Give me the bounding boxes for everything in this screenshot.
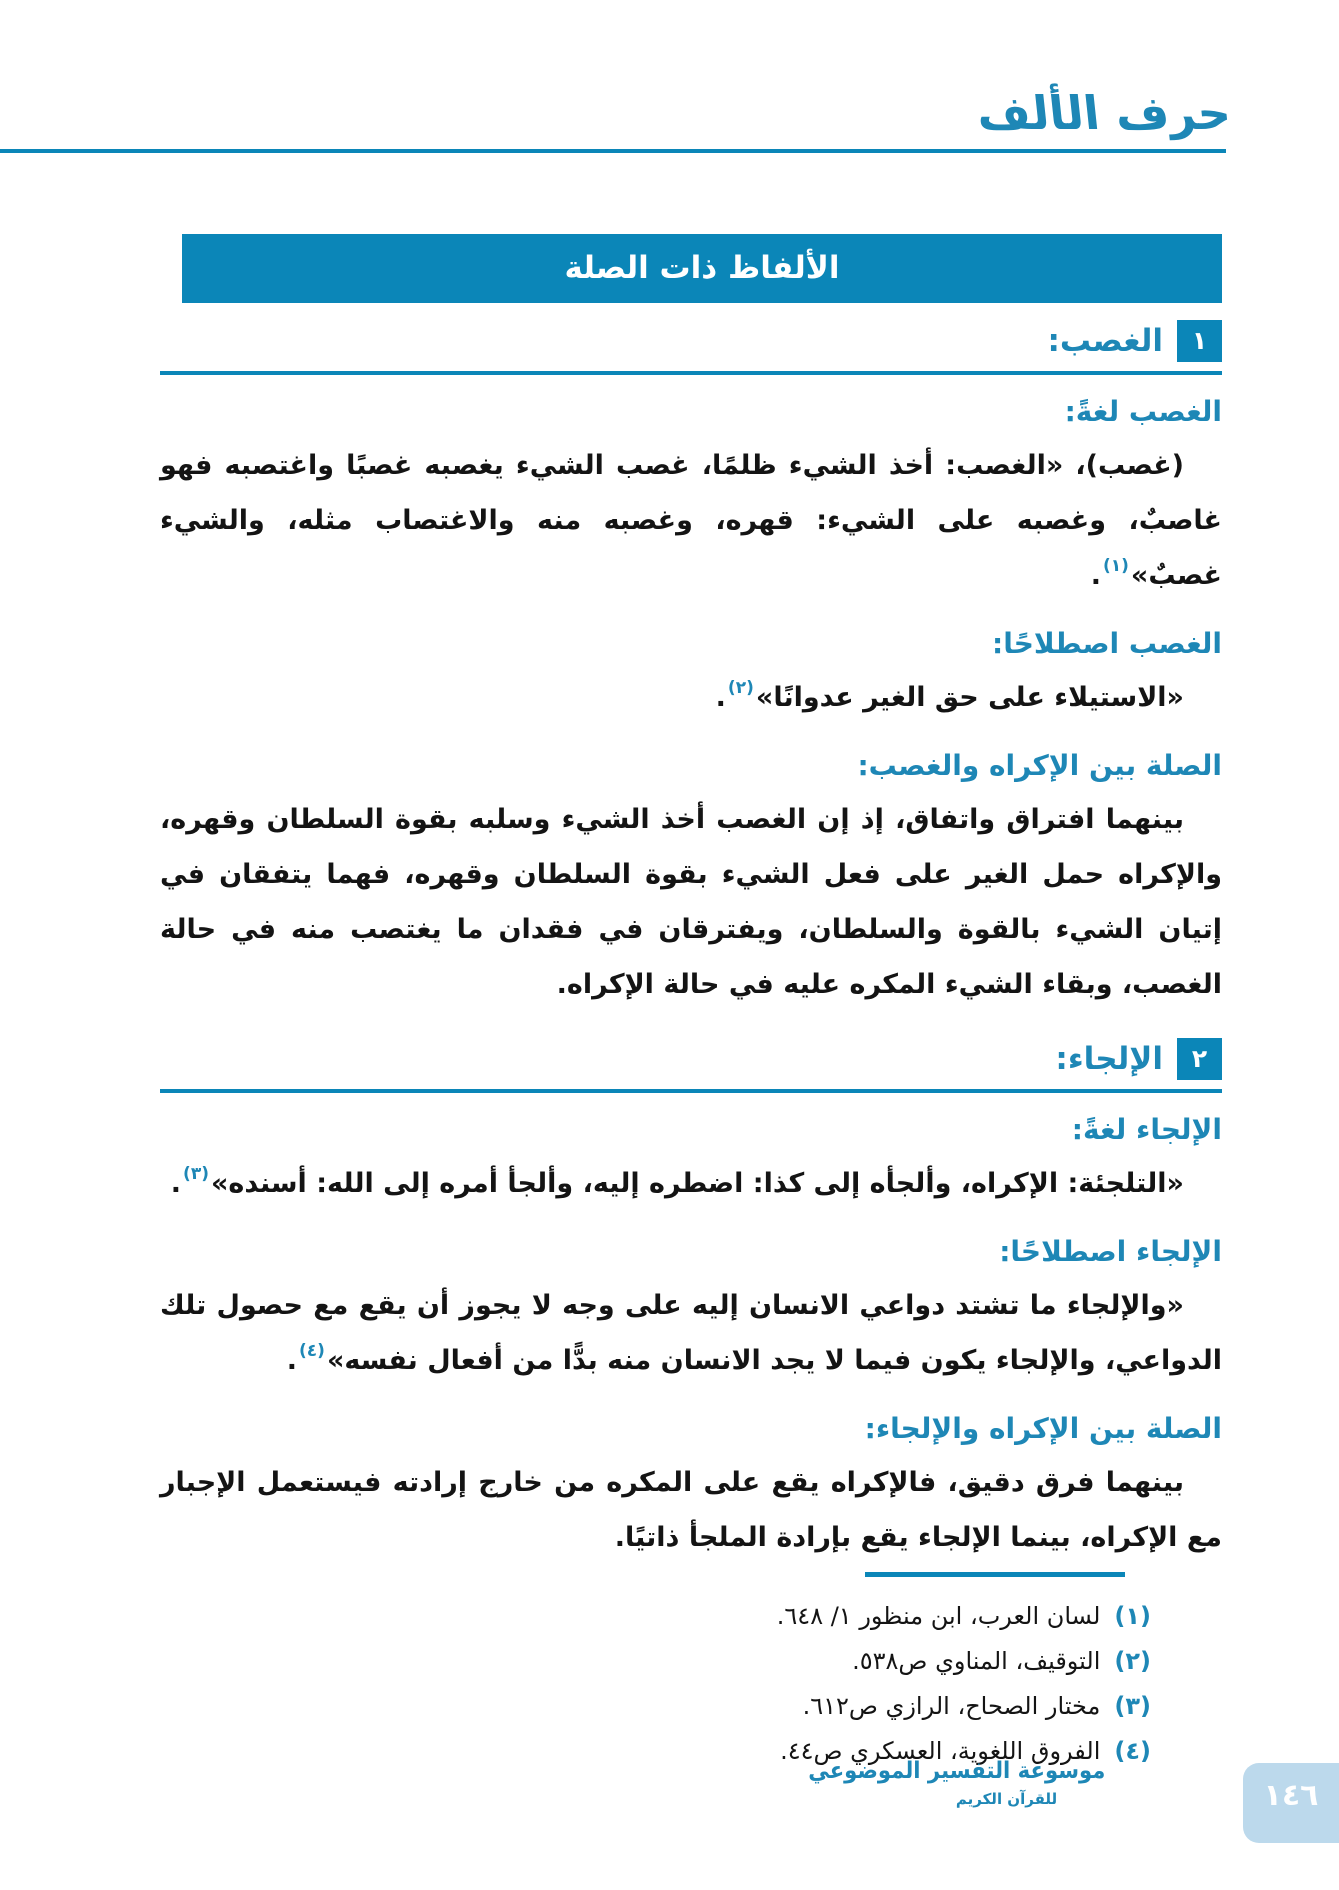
section-header <box>160 1038 1222 1080</box>
paragraph-tail: . <box>170 1168 182 1199</box>
footnote-marker: (٤) <box>1114 1737 1151 1765</box>
logo-subtitle: للقرآن الكريم <box>955 1790 1058 1808</box>
paragraph <box>160 1455 1222 1565</box>
footnote-text: مختار الصحاح، الرازي ص٦١٢. <box>802 1692 1101 1720</box>
paragraph-tail: . <box>715 682 726 713</box>
footnote-marker: (٢) <box>1114 1647 1151 1675</box>
footnote-item <box>591 1639 1151 1684</box>
paragraph-text: بينهما افتراق واتفاق، إذ إن الغصب أخذ الشيء وسلبه بقوة السلطان وقهره، والإكراه حمل الغير على فعل الشيء بقوة السلطان وقهره، فهما يتفقان في إتيان الشيء بالقوة والسلطان، ويفترقان في فقدان ما يغتصب منه في حالة الغصب، وبقاء الشيء المكره عليه في حالة الإكراه. <box>160 804 1222 1000</box>
footnotes-block <box>591 1594 1151 1774</box>
footnote-ref-3: (٣) <box>183 1164 209 1184</box>
paragraph-text: (غصب)، «الغصب: أخذ الشيء ظلمًا، غصب الشيء يغصبه غصبًا واغتصبه فهو غاصبٌ، وغصبه على الشيء: قهره، وغصبه منه والاغتصاب مثله، والشيء غصبٌ» <box>160 450 1222 591</box>
footnote-item <box>591 1594 1151 1639</box>
section-header <box>160 320 1222 362</box>
encyclopedia-logo <box>808 1758 1114 1808</box>
subheading-iljaa-istilah: الإلجاء اصطلاحًا: <box>999 1235 1222 1268</box>
paragraph <box>160 670 1222 729</box>
section-title: الغصب: <box>1047 323 1163 359</box>
chapter-calligraphy-title: حرف الألف <box>974 86 1234 140</box>
paragraph-text: «والإلجاء ما تشتد دواعي الانسان إليه على وجه لا يجوز أن يقع مع حصول تلك الدواعي، والإلجاء يكون فيما لا يجد الانسان منه بدًّا من أفعال نفسه» <box>160 1290 1222 1376</box>
subheading-iljaa-lugha: الإلجاء لغةً: <box>1071 1113 1222 1146</box>
section-iljaa <box>160 1038 1222 1565</box>
footnote-marker: (٣) <box>1114 1692 1151 1720</box>
paragraph <box>160 1278 1222 1392</box>
page-number-tab: ١٤٦ <box>1243 1763 1339 1843</box>
section-title: الإلجاء: <box>1055 1041 1163 1077</box>
footnote-ref-4: (٤) <box>298 1341 325 1361</box>
section-divider <box>160 371 1222 375</box>
paragraph <box>160 1156 1222 1215</box>
header-divider <box>0 149 1226 153</box>
section-divider <box>160 1089 1222 1093</box>
footnote-item <box>591 1684 1151 1729</box>
footnote-divider <box>865 1572 1125 1577</box>
footnote-ref-2: (٢) <box>727 678 754 698</box>
subheading-sila-ikrah-iljaa: الصلة بين الإكراه والإلجاء: <box>864 1412 1222 1445</box>
paragraph-tail: . <box>1090 560 1101 591</box>
footnote-text: الفروق اللغوية، العسكري ص٤٤. <box>780 1737 1101 1765</box>
paragraph-text: «التلجئة: الإكراه، وألجأه إلى كذا: اضطره إليه، وألجأ أمره إلى الله: أسنده» <box>210 1168 1184 1199</box>
footnote-marker: (١) <box>1114 1602 1151 1630</box>
subheading-ghasb-istilah: الغصب اصطلاحًا: <box>992 627 1222 660</box>
related-terms-banner: الألفاظ ذات الصلة <box>182 234 1222 303</box>
footnote-text: لسان العرب، ابن منظور ١/ ٦٤٨. <box>776 1602 1101 1630</box>
paragraph-tail: . <box>286 1345 297 1376</box>
logo-title: موسوعة التفسير الموضوعي <box>808 1758 1106 1784</box>
paragraph <box>160 792 1222 1012</box>
subheading-ghasb-lugha: الغصب لغةً: <box>1064 395 1222 428</box>
paragraph-text: «الاستيلاء على حق الغير عدوانًا» <box>755 682 1184 713</box>
section-number-badge: ٢ <box>1177 1038 1222 1080</box>
main-content <box>160 320 1222 1569</box>
section-number-badge: ١ <box>1177 320 1222 362</box>
paragraph-text: بينهما فرق دقيق، فالإكراه يقع على المكره من خارج إرادته فيستعمل الإجبار مع الإكراه، بينما الإلجاء يقع بإرادة الملجأ ذاتيًا. <box>160 1467 1222 1553</box>
section-ghasb <box>160 320 1222 1012</box>
footnote-text: التوقيف، المناوي ص٥٣٨. <box>852 1647 1101 1675</box>
paragraph <box>160 438 1222 607</box>
subheading-sila-ikrah-ghasb: الصلة بين الإكراه والغصب: <box>857 749 1222 782</box>
footnote-ref-1: (١) <box>1102 556 1129 576</box>
